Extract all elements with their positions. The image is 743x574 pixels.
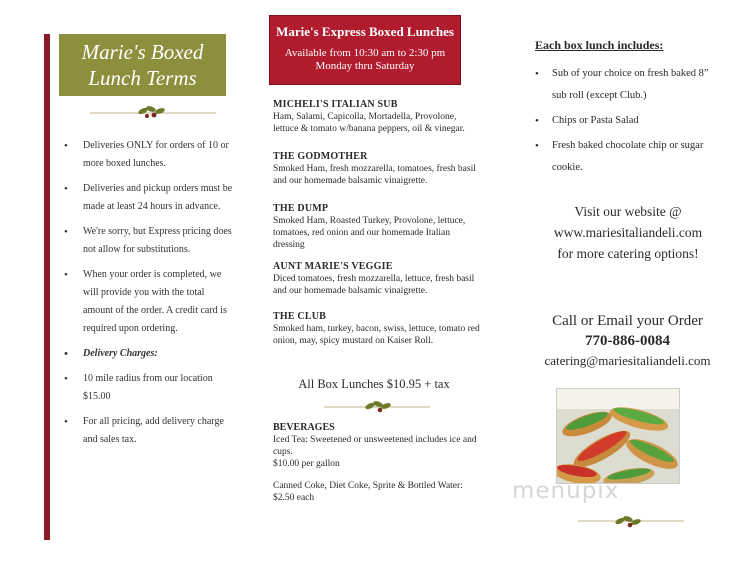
includes-item: • Sub of your choice on fresh baked 8” sub roll (except Club.) <box>535 63 725 107</box>
menu-item-name: MICHELI'S ITALIAN SUB <box>273 99 398 110</box>
includes-item: • Chips or Pasta Salad <box>535 110 725 132</box>
olive-branch-ornament <box>88 104 218 120</box>
visit-line: Visit our website @ <box>574 204 682 219</box>
express-title: Marie's Express Boxed Lunches <box>276 24 454 39</box>
canned-drinks-desc: Canned Coke, Diet Coke, Sprite & Bottled Water: <box>273 481 463 491</box>
express-header-box <box>269 15 461 85</box>
menu-item-desc: Smoked Ham, fresh mozzarella, tomatoes, fresh basil and our homemade balsamic vinaigrette. <box>273 164 476 186</box>
terms-item: • We're sorry, but Express pricing does not allow for substitutions. <box>64 223 234 259</box>
menu-item <box>273 311 483 347</box>
menu-item-name: THE GODMOTHER <box>273 151 368 162</box>
menu-item <box>273 151 483 187</box>
menu-item-desc: Smoked Ham, Roasted Turkey, Provolone, lettuce, tomatoes, red onion and our homemade Italian dressing <box>273 216 466 250</box>
menu-item-name: AUNT MARIE'S VEGGIE <box>273 261 393 272</box>
menu-item <box>273 261 483 297</box>
website-block <box>528 201 728 264</box>
olive-branch-ornament <box>322 399 432 415</box>
terms-list <box>64 137 234 456</box>
left-accent-bar <box>44 34 50 540</box>
terms-item: • 10 mile radius from our location $15.00 <box>64 370 234 406</box>
box-lunch-price: All Box Lunches $10.95 + tax <box>298 377 450 391</box>
express-hours: Available from 10:30 am to 2:30 pm <box>284 47 446 59</box>
beverages-title: BEVERAGES <box>273 422 335 433</box>
olive-branch-ornament <box>576 514 686 530</box>
express-days: Monday thru Saturday <box>315 60 415 72</box>
website-url[interactable]: www.mariesitaliandeli.com <box>553 225 703 240</box>
terms-item-delivery-charges: • Delivery Charges: <box>64 345 234 363</box>
canned-drinks-price: $2.50 each <box>273 493 315 503</box>
menu-item-desc: Diced tomatoes, fresh mozzarella, lettuce, fresh basil and our homemade balsamic vinaigrette. <box>273 274 475 296</box>
terms-item: • Deliveries and pickup orders must be made at least 24 hours in advance. <box>64 180 234 216</box>
terms-item: • When your order is completed, we will provide you with the total amount of the order. A credit card is required upon ordering. <box>64 266 234 338</box>
terms-item: • For all pricing, add delivery charge and sales tax. <box>64 413 234 449</box>
terms-title-line2: Lunch Terms <box>88 66 197 90</box>
menu-item-desc: Smoked ham, turkey, bacon, swiss, lettuce, tomato red onion, may, spicy mustard on Kaiser Roll. <box>273 324 480 346</box>
canned-drinks <box>273 480 483 504</box>
menu-item <box>273 203 483 251</box>
iced-tea-desc: Iced Tea: Sweetened or unsweetened includes ice and cups. <box>273 435 477 457</box>
includes-list <box>535 63 725 182</box>
beverages-section <box>273 422 483 470</box>
contact-heading: Call or Email your Order <box>552 313 703 329</box>
menupix-watermark: menupix <box>512 478 620 504</box>
terms-title-box <box>59 34 226 96</box>
terms-item: • Deliveries ONLY for orders of 10 or more boxed lunches. <box>64 137 234 173</box>
email-address[interactable]: catering@mariesitaliandeli.com <box>544 353 711 368</box>
menu-item-desc: Ham, Salami, Capicolla, Mortadella, Provolone, lettuce & tomato w/banana peppers, oil & vinegar. <box>273 112 465 134</box>
phone-number[interactable]: 770-886-0084 <box>585 333 670 349</box>
contact-block <box>520 311 735 371</box>
catering-line: for more catering options! <box>557 246 699 261</box>
menu-item <box>273 99 483 135</box>
includes-item: • Fresh baked chocolate chip or sugar cookie. <box>535 135 725 179</box>
food-photo <box>556 388 680 484</box>
menu-item-name: THE DUMP <box>273 203 329 214</box>
terms-title-line1: Marie's Boxed <box>81 40 204 64</box>
includes-title: Each box lunch includes: <box>535 38 664 52</box>
menu-item-name: THE CLUB <box>273 311 327 322</box>
iced-tea-price: $10.00 per gallon <box>273 459 340 469</box>
